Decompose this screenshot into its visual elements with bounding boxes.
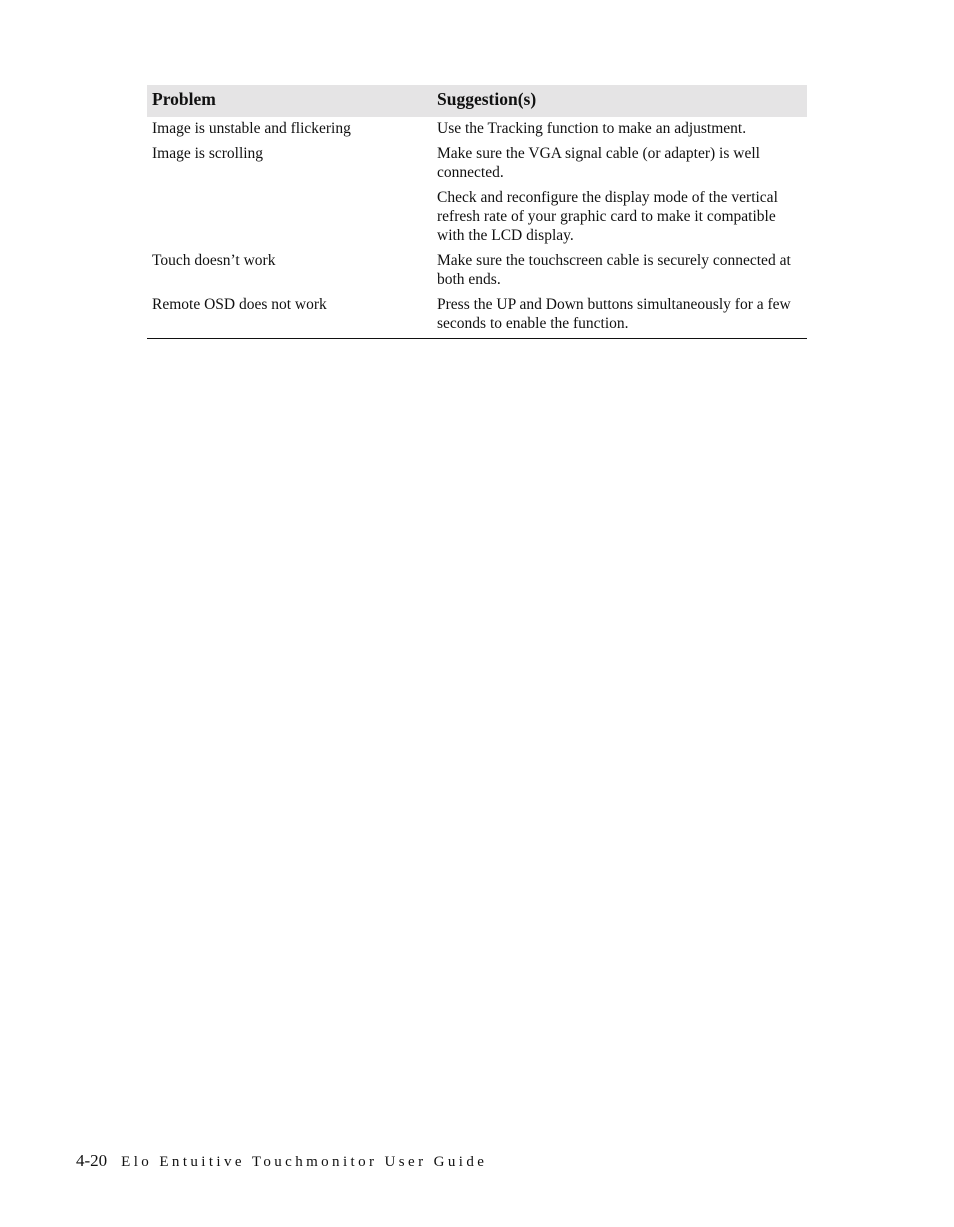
page-number: 4-20: [76, 1151, 108, 1170]
table-header-row: [147, 85, 807, 117]
suggestion-cell: Make sure the touchscreen cable is securely connected at both ends.: [437, 252, 791, 288]
suggestion-cell: Make sure the VGA signal cable (or adapter) is well connected.: [437, 145, 760, 181]
table-row: [147, 293, 807, 338]
column-header-problem: Problem: [147, 85, 432, 117]
troubleshooting-table: [147, 85, 807, 338]
troubleshooting-table-container: [147, 85, 807, 339]
problem-cell: Image is unstable and flickering: [152, 120, 351, 137]
guide-title: Elo Entuitive Touchmonitor User Guide: [121, 1154, 488, 1170]
problem-cell: Touch doesn’t work: [152, 252, 276, 269]
page-footer: [76, 1151, 487, 1171]
column-header-suggestions: Suggestion(s): [432, 85, 807, 117]
problem-cell: Image is scrolling: [152, 145, 264, 162]
table-row: [147, 186, 807, 249]
table-row: [147, 142, 807, 186]
table-row: [147, 249, 807, 293]
suggestion-cell: Check and reconfigure the display mode of the vertical refresh rate of your graphic card to make it compatible with the LCD display.: [437, 189, 778, 244]
suggestion-cell: Press the UP and Down buttons simultaneously for a few seconds to enable the function.: [437, 296, 791, 332]
problem-cell: [147, 186, 432, 249]
table-bottom-rule: [147, 338, 807, 339]
table-row: [147, 117, 807, 142]
suggestion-cell: Use the Tracking function to make an adjustment.: [437, 120, 747, 137]
problem-cell: Remote OSD does not work: [152, 296, 327, 313]
